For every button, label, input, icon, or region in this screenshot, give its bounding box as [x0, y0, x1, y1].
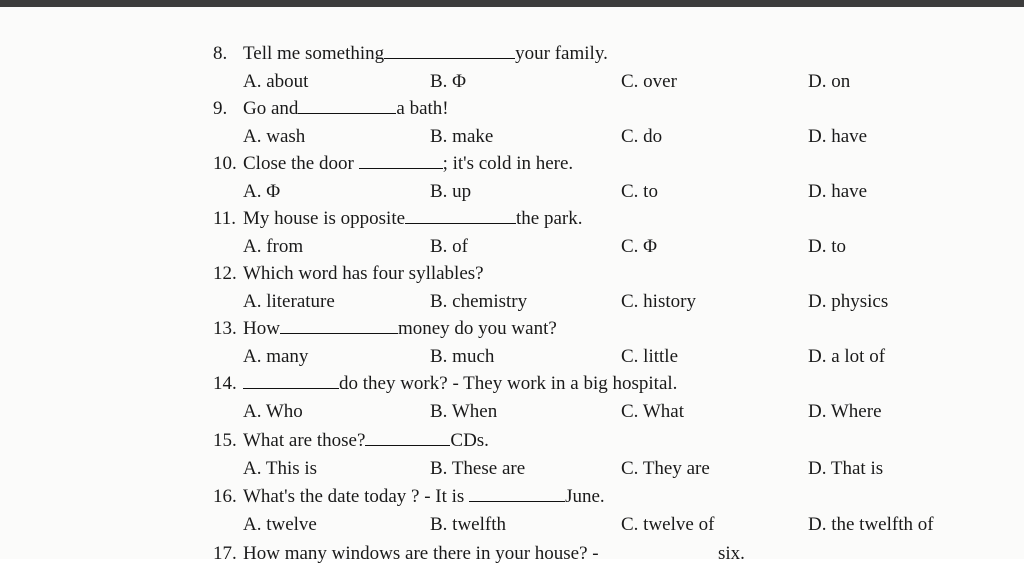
options-10	[0, 178, 1024, 205]
option-b[interactable]: B. When	[430, 401, 498, 422]
option-a[interactable]: A. This is	[243, 458, 318, 479]
question-number: 13.	[213, 318, 237, 339]
answer-blank	[384, 40, 515, 59]
options-9	[0, 123, 1024, 150]
question-number: 10.	[213, 153, 237, 174]
answer-blank	[298, 95, 396, 114]
option-b[interactable]: B. twelfth	[430, 514, 506, 535]
question-stem: Close the door ; it's cold in here.	[243, 150, 573, 177]
question-stem: How money do you want?	[243, 315, 557, 342]
option-c[interactable]: C. They are	[621, 458, 710, 479]
question-17-partial	[213, 540, 745, 567]
options-12	[0, 288, 1024, 315]
answer-blank	[243, 370, 339, 389]
option-d[interactable]: D. the twelfth of	[808, 514, 934, 535]
answer-blank	[405, 205, 516, 224]
option-c[interactable]: C. over	[621, 71, 677, 92]
question-11	[0, 205, 1024, 232]
option-a[interactable]: A. Φ	[243, 181, 281, 202]
option-a[interactable]: A. many	[243, 346, 309, 367]
question-8	[0, 40, 1024, 67]
answer-blank	[280, 315, 398, 334]
option-d[interactable]: D. a lot of	[808, 346, 886, 367]
option-c[interactable]: C. Φ	[621, 236, 658, 257]
option-d[interactable]: D. Where	[808, 401, 882, 422]
question-9	[0, 95, 1024, 122]
question-number: 15.	[213, 430, 237, 451]
answer-blank	[359, 150, 443, 169]
option-b[interactable]: B. up	[430, 181, 472, 202]
option-c[interactable]: C. What	[621, 401, 684, 422]
top-bar	[0, 0, 1024, 7]
answer-blank	[469, 483, 565, 502]
option-d[interactable]: D. have	[808, 126, 868, 147]
option-c[interactable]: C. do	[621, 126, 663, 147]
options-13	[0, 343, 1024, 370]
option-d[interactable]: D. physics	[808, 291, 889, 312]
question-number: 12.	[213, 263, 237, 284]
option-c[interactable]: C. twelve of	[621, 514, 715, 535]
option-a[interactable]: A. from	[243, 236, 304, 257]
question-tail: six.	[718, 543, 745, 564]
option-b[interactable]: B. of	[430, 236, 468, 257]
option-b[interactable]: B. much	[430, 346, 495, 367]
option-a[interactable]: A. Who	[243, 401, 303, 422]
options-8	[0, 68, 1024, 95]
option-d[interactable]: D. That is	[808, 458, 884, 479]
option-b[interactable]: B. make	[430, 126, 494, 147]
options-16	[0, 511, 1024, 538]
question-16	[0, 483, 1024, 510]
options-15	[0, 455, 1024, 482]
question-number: 17.	[213, 543, 237, 564]
question-stem: Tell me something your family.	[243, 40, 608, 67]
question-stem: Go and a bath!	[243, 95, 449, 122]
option-d[interactable]: D. have	[808, 181, 868, 202]
worksheet	[0, 7, 1024, 559]
question-stem: What's the date today ? - It is June.	[243, 483, 605, 510]
option-c[interactable]: C. history	[621, 291, 696, 312]
option-b[interactable]: B. These are	[430, 458, 526, 479]
question-12	[0, 260, 1024, 287]
question-stem: Which word has four syllables?	[243, 263, 484, 284]
question-number: 16.	[213, 486, 237, 507]
option-c[interactable]: C. to	[621, 181, 658, 202]
question-stem: do they work? - They work in a big hospital.	[243, 370, 677, 397]
question-13	[0, 315, 1024, 342]
question-number: 14.	[213, 373, 237, 394]
question-number: 11.	[213, 208, 237, 229]
options-14	[0, 398, 1024, 425]
question-14	[0, 370, 1024, 397]
question-number: 9.	[213, 98, 228, 119]
option-b[interactable]: B. chemistry	[430, 291, 528, 312]
question-number: 8.	[213, 43, 228, 64]
option-a[interactable]: A. wash	[243, 126, 306, 147]
question-10	[0, 150, 1024, 177]
question-stem: What are those? CDs.	[243, 427, 489, 454]
question-15	[0, 427, 1024, 454]
question-stem: My house is opposite the park.	[243, 205, 583, 232]
option-b[interactable]: B. Φ	[430, 71, 467, 92]
option-d[interactable]: D. on	[808, 71, 851, 92]
option-c[interactable]: C. little	[621, 346, 678, 367]
options-11	[0, 233, 1024, 260]
option-a[interactable]: A. literature	[243, 291, 335, 312]
answer-blank	[365, 427, 450, 446]
option-a[interactable]: A. twelve	[243, 514, 317, 535]
option-d[interactable]: D. to	[808, 236, 846, 257]
question-stem: How many windows are there in your house? -	[243, 543, 599, 564]
option-a[interactable]: A. about	[243, 71, 309, 92]
